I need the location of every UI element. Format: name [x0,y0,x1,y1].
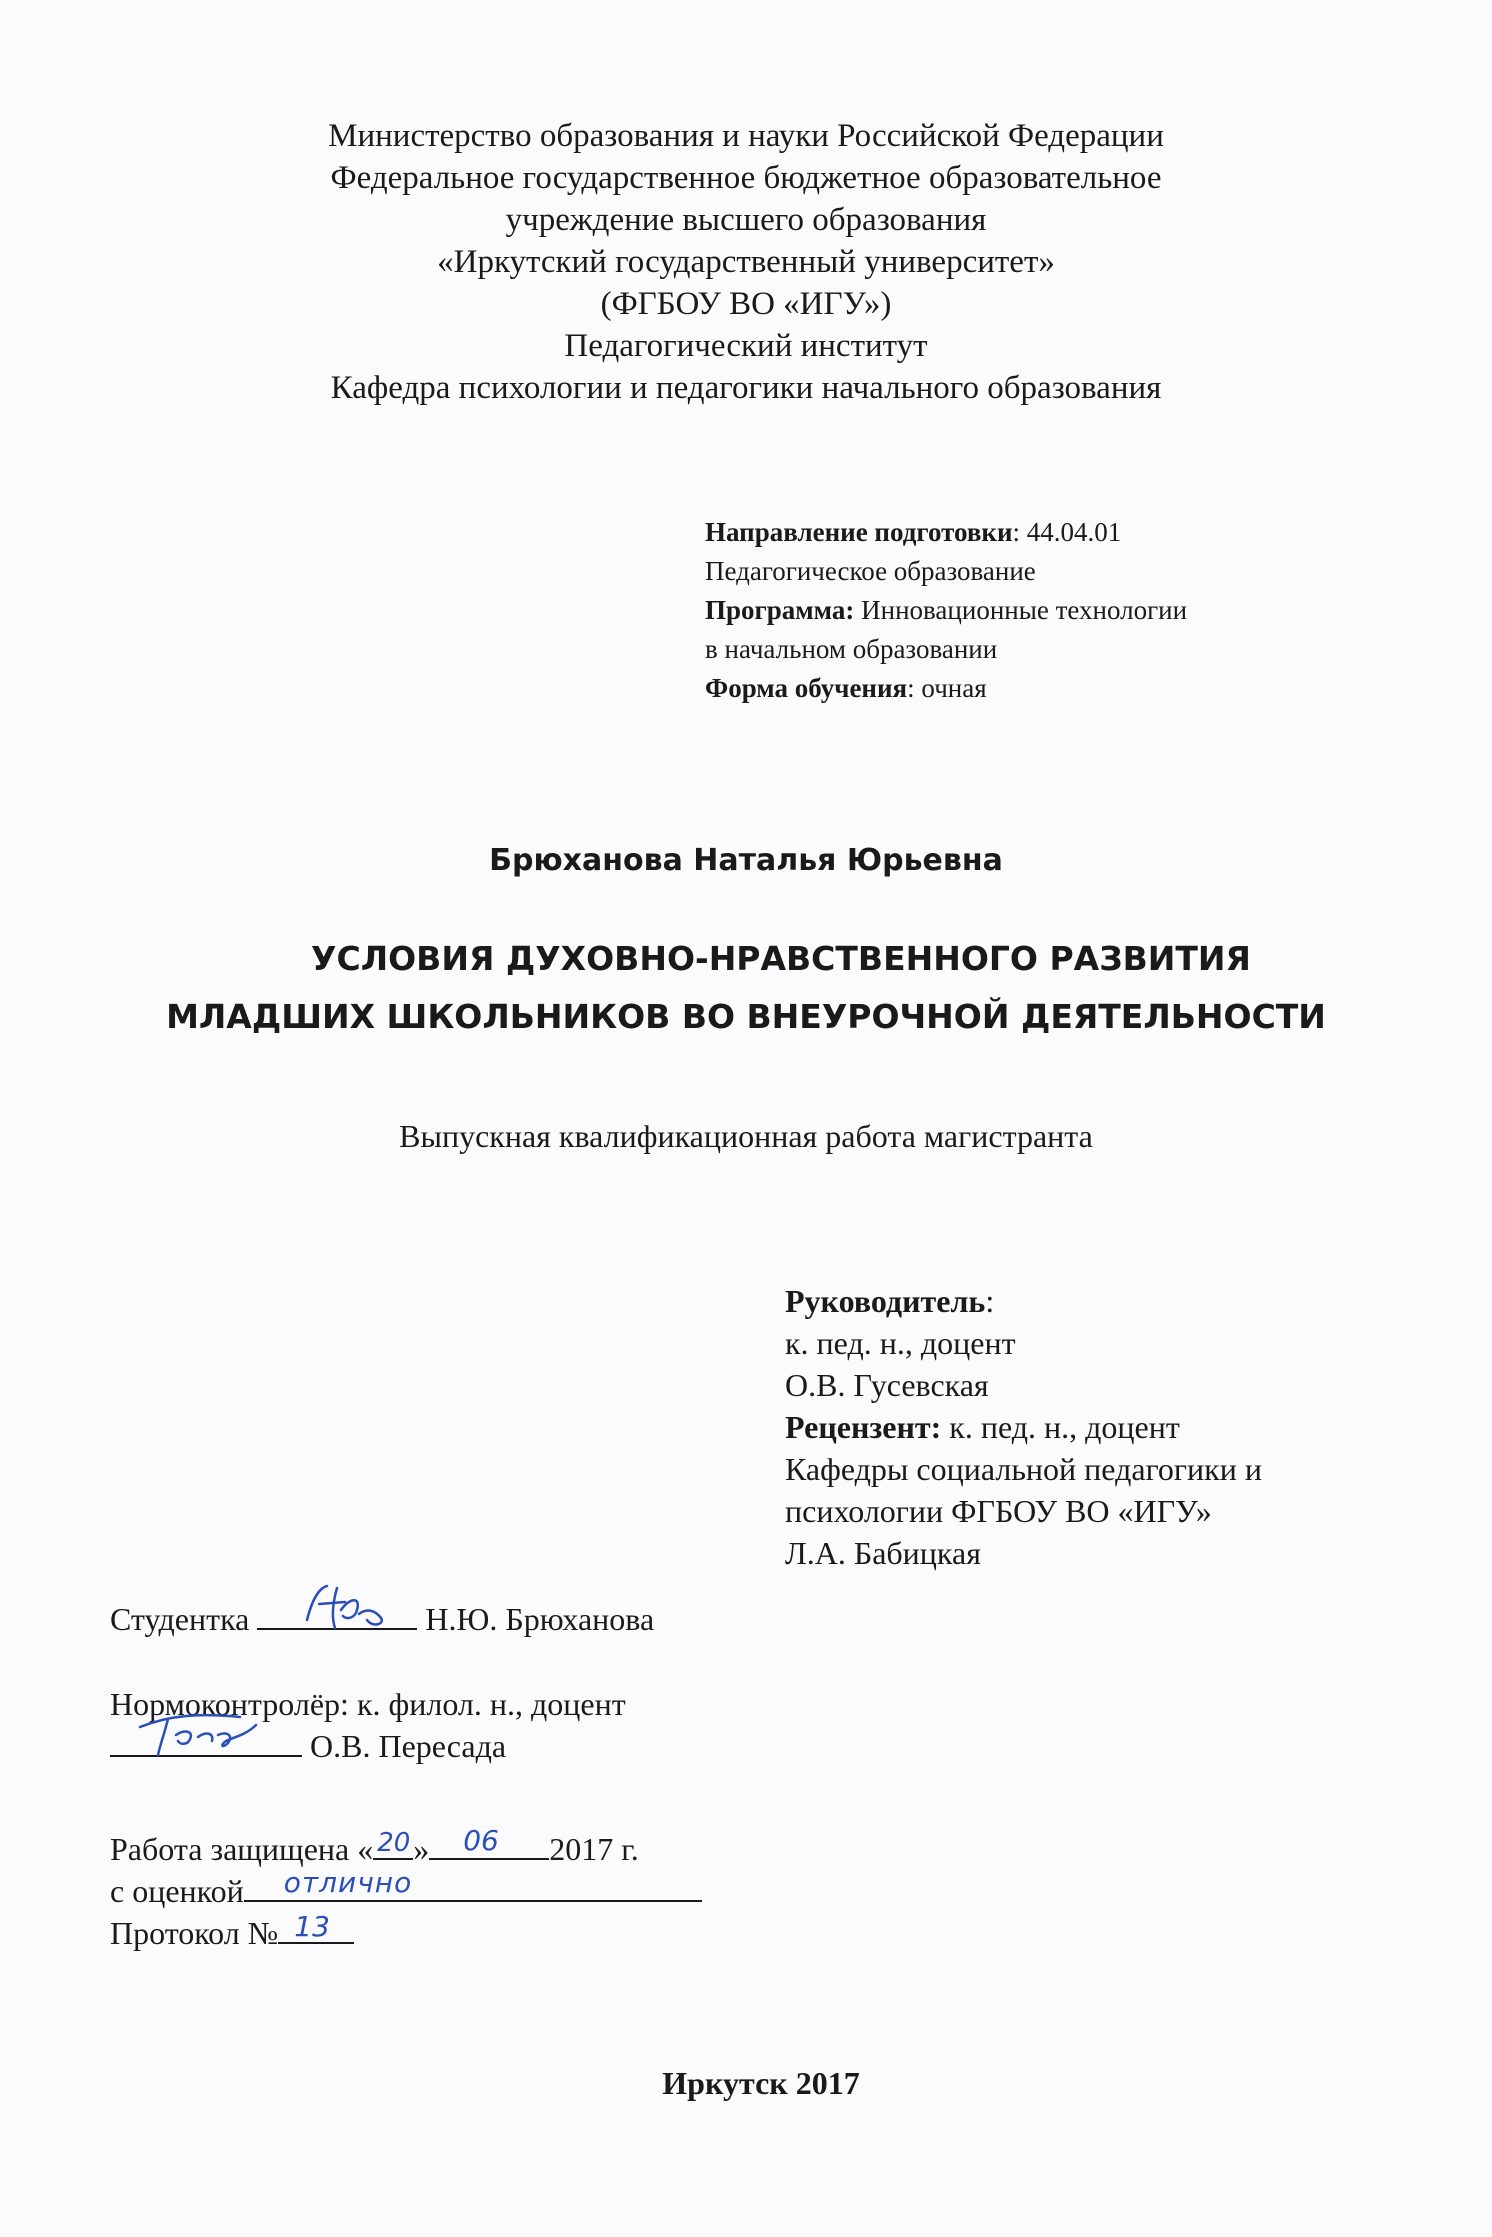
defense-month-field [429,1824,549,1860]
direction-line [705,513,1187,552]
signature-icon [110,1705,302,1761]
title-line-2: МЛАДШИХ ШКОЛЬНИКОВ ВО ВНЕУРОЧНОЙ ДЕЯТЕЛЬНОСТИ [166,997,1326,1036]
header-line: учреждение высшего образования [505,202,987,238]
grade-line [110,1866,702,1912]
defense-label: Работа защищена « [110,1831,374,1867]
normcontrol-block [110,1683,626,1767]
direction-name: Педагогическое образование [705,556,1036,586]
reviewer-line [785,1406,1262,1448]
program-line [705,591,1187,630]
supervisor-block [785,1280,1262,1574]
student-name: Н.Ю. Брюханова [417,1601,655,1637]
student-label: Студентка [110,1601,250,1637]
supervisor-degree: к. пед. н., доцент [785,1325,1016,1361]
header-line: Министерство образования и науки Российской Федерации [328,118,1164,154]
header-line: Кафедра психологии и педагогики начального образования [330,370,1162,406]
header-line: «Иркутский государственный университет» [437,244,1055,280]
supervisor-name: О.В. Гусевская [785,1367,989,1403]
reviewer-dept-1: Кафедры социальной педагогики и [785,1451,1262,1487]
protocol-number: 13 [294,1910,330,1943]
reviewer-name: Л.А. Бабицкая [785,1535,981,1571]
program-value: Инновационные технологии [854,595,1188,625]
student-signature-field [257,1598,417,1630]
supervisor-label: Руководитель [785,1283,986,1319]
form-value: : очная [907,673,987,703]
thesis-title [0,930,1492,1046]
program-value-cont: в начальном образовании [705,634,998,664]
normcontrol-name: О.В. Пересада [302,1728,507,1764]
supervisor-label-line [785,1280,1262,1322]
protocol-field [278,1912,354,1944]
protocol-label: Протокол № [110,1915,279,1951]
form-line [705,669,1187,708]
institution-header [0,115,1492,409]
reviewer-label: Рецензент: [785,1409,942,1445]
direction-value: : 44.04.01 [1012,517,1122,547]
defense-month: 06 [463,1824,499,1857]
defense-block [110,1824,702,1954]
normcontrol-signature-field [110,1725,302,1757]
program-info [705,513,1187,708]
city-year: Иркутск 2017 [662,2065,860,2101]
signature-icon [257,1580,417,1636]
normcontrol-sign-line [110,1725,626,1767]
supervisor-colon: : [985,1283,995,1319]
defense-day-field [373,1828,413,1860]
author-name: Брюханова Наталья Юрьевна [489,843,1003,878]
normcontrol-label: Нормоконтролёр: к. филол. н., доцент [110,1686,626,1722]
program-label: Программа: [705,595,855,625]
title-line-1: УСЛОВИЯ ДУХОВНО-НРАВСТВЕННОГО РАЗВИТИЯ [311,939,1251,978]
reviewer-dept-2: психологии ФГБОУ ВО «ИГУ» [785,1493,1212,1529]
direction-label: Направление подготовки [705,517,1013,547]
defense-year: 2017 г. [549,1831,639,1867]
protocol-line [110,1912,702,1954]
header-line: Педагогический институт [564,328,928,364]
reviewer-degree: к. пед. н., доцент [941,1409,1180,1445]
work-type: Выпускная квалификационная работа магистранта [399,1118,1093,1154]
student-signature-line [110,1598,654,1640]
defense-day: 20 [377,1828,411,1858]
header-line: Федеральное государственное бюджетное образовательное [330,160,1162,196]
grade-label: с оценкой [110,1873,244,1909]
header-line: (ФГБОУ ВО «ИГУ») [600,286,892,322]
form-label: Форма обучения [705,673,908,703]
defense-mid: » [413,1831,430,1867]
grade-field [244,1866,702,1902]
grade-value: отлично [283,1866,413,1899]
